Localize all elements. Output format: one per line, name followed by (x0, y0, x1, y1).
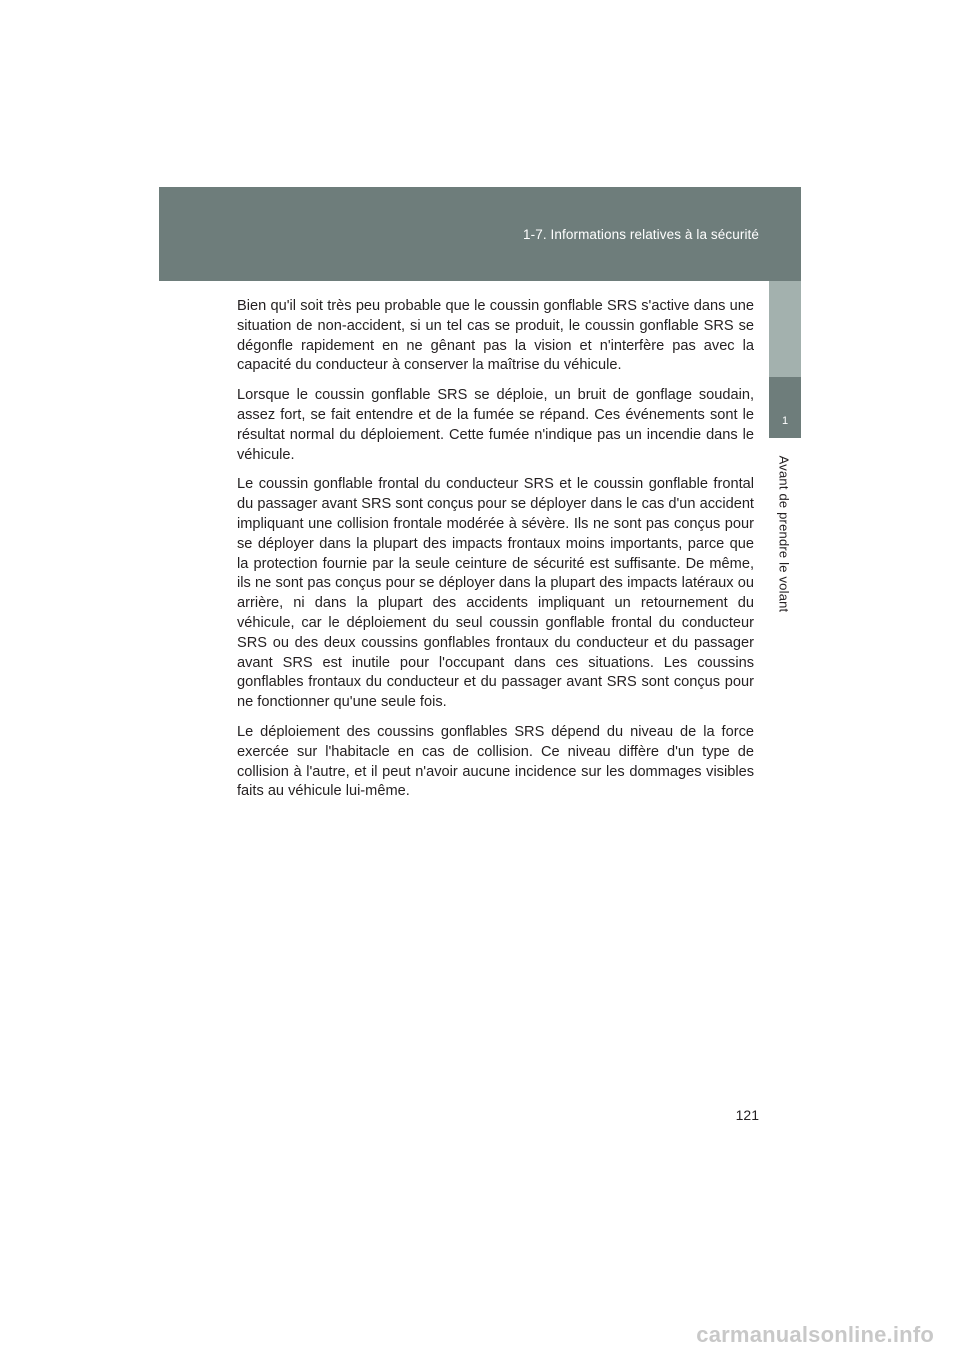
chapter-label: Avant de prendre le volant (776, 455, 792, 613)
page-number: 121 (735, 1107, 759, 1123)
chapter-tab-spacer (769, 281, 801, 377)
paragraph: Le coussin gonflable frontal du conducteur SRS et le coussin gonflable frontal du passager avant SRS sont conçus pour se déployer dans le cas d'un accident impliquant une collision frontale modérée à sévère. Ils ne sont pas conçus pour se déployer dans la plupart des impacts frontaux moins importants, parce que la protection fournie par la seule ceinture de sécurité est suffisante. De même, ils ne sont pas conçus pour se déployer dans la plupart des impacts latéraux ou arrière, ni dans la plupart des accidents impliquant un retournement du véhicule, car le déploiement du seul coussin gonflable frontal du conducteur SRS ou des deux coussins gonflables frontaux du conducteur et du passager avant SRS est inutile pour l'occupant dans ces situations. Les coussins gonflables frontaux du conducteur et du passager avant SRS sont conçus pour ne fonctionner qu'une seule fois. (237, 476, 754, 711)
watermark: carmanualsonline.info (696, 1322, 934, 1347)
chapter-tab (769, 377, 801, 438)
main-text (237, 297, 754, 812)
section-header-band (159, 187, 801, 281)
paragraph: Bien qu'il soit très peu probable que le coussin gonflable SRS s'active dans une situation de non-accident, si un tel cas se produit, le coussin gonflable SRS se dégonfle rapidement en ne gênant pas la vision et n'interfère pas avec la capacité du conducteur à conserver la maîtrise du véhicule. (237, 298, 754, 374)
section-title: 1-7. Informations relatives à la sécurité (523, 227, 759, 242)
chapter-number: 1 (781, 415, 789, 427)
paragraph: Lorsque le coussin gonflable SRS se déploie, un bruit de gonflage soudain, assez fort, se fait entendre et de la fumée se répand. Ces événements sont le résultat normal du déploiement. Cette fumée n'indique pas un incendie dans le véhicule. (237, 387, 754, 463)
paragraph: Le déploiement des coussins gonflables SRS dépend du niveau de la force exercée sur l'habitacle en cas de collision. Ce niveau diffère d'un type de collision à l'autre, et il peut n'avoir aucune incidence sur les dommages visibles faits au véhicule lui-même. (237, 723, 754, 800)
